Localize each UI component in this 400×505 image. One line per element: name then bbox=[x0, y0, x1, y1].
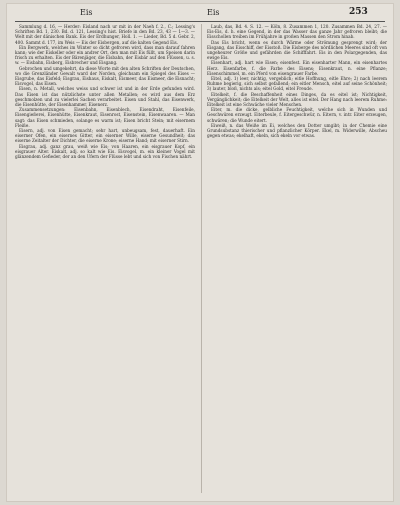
page-header bbox=[7, 4, 393, 22]
paragraph: Das Eis bricht, wenn es durch Wärme oder Strömung gesprengt wird; der Eisgang, das Eisschiff, der Eisstoß. Die Eisberge des nördlichen Meeres sind oft von ungeheurer Größe und gefährden die Schifffahrt. Eis in den Polargegenden, das ewige Eis. bbox=[207, 39, 387, 61]
column-divider bbox=[201, 24, 202, 493]
left-column bbox=[15, 24, 195, 493]
paragraph: Eisern, adj. von Eisen gemacht; sehr hart, unbeugsam, fest, dauerhaft. Ein eiserner Ofen, ein eisernes Gitter, ein eiserner Wille, eiserne Gesundheit; das eiserne Zeitalter der Dichter, die eiserne Krone; eiserne Hand; mit eiserner Stirn. bbox=[15, 128, 195, 144]
paragraph: Laub, das, Bd. 4. S. 12. — Köln, 8. Zusammen 1, 120. Zusammen Bd. 24, 27. — Eis-Eis, d. h. eine Gegend, in der das Wasser das ganze Jahr gefroren bleibt; die Eisschollen treiben im Frühjahre in großen Massen den Strom hinab. bbox=[207, 24, 387, 40]
paragraph: Gebrochen und umgekehrt, da diese Worte mit den alten Schriften der Deutschen, wo die Grenzländer Gewalt ward der Norden, gleichsam ein Spiegel des Eises — Eisgrube, das Eisfeld; Eisgrau, Eishaus, Eiskalt, Eismeer, das Eismeer, die Eisnacht; Eisvogel, das Eisen. bbox=[15, 65, 195, 87]
paragraph: Eisen, n. Metall, welches weiss und schwer ist und in der Erde gefunden wird. Das Eisen ist das nützlichste unter allen Metallen; es wird aus dem Erz geschmolzen und zu vielerlei Sachen verarbeitet. Eisen und Stahl, das Eisenwerk, die Eisenhütte, der Eisenhammer, Eisenerz. bbox=[15, 86, 195, 108]
paragraph: Eitel, adj. 1) leer, nichtig, vergeblich; eitle Hoffnung, eitle Ehre; 2) nach leerem Ruhme begierig, sich selbst gefallend; ein eitler Mensch, eitel auf seine Schönheit; 3) lauter, bloß, nichts als; eitel Gold, eitel Freude. bbox=[207, 76, 387, 92]
paragraph: Eisgrau, adj. ganz grau, weiß wie Eis; von Haaren, ein eisgrauer Kopf, ein eisgrauer Alter. Eiskalt, adj. so kalt wie Eis. Eisvogel, m. ein kleiner Vogel mit glänzendem Gefieder, der an den Ufern der Flüsse lebt und sich von Fischen nährt. bbox=[15, 143, 195, 160]
paragraph: Zusammensetzungen: Eisenbahn, Eisenblech, Eisendraht, Eisenfeile, Eisengießerei, Eisenhütte, Eisenkraut, Eisenrost, Eisenstein, Eisenwaaren. — Man sagt: das Eisen schmieden, solange es warm ist; Eisen bricht Stein; mit eisernem Fleiße. bbox=[15, 107, 195, 128]
paragraph: Eisenhart, adj. hart wie Eisen; eisenfest. Ein eisenharter Mann, ein eisenhartes Herz. Eisenfarbe, f. die Farbe des Eisens; Eisenkraut, n. eine Pflanze; Eisenschimmel, m. ein Pferd von eisengrauer Farbe. bbox=[207, 60, 387, 76]
paragraph: Ein Bergwerk, welches im Winter so dicht gefroren wird, dass man darauf fahren kann; wie der Eiskeller oder ein andrer Ort, den man mit Eis füllt, um Speisen darin frisch zu erhalten. Eis der Bärenjäger, die Eisbahn, der Eisbär auf den Flüssen, u. s. w. — Eisbahn, Eisberg, Eisbrecher und Eisgang. bbox=[15, 44, 195, 66]
right-column bbox=[207, 24, 387, 493]
running-head-left: Eis bbox=[80, 8, 93, 17]
paragraph: Eiter, m. die dicke, gelbliche Feuchtigkeit, welche sich in Wunden und Geschwüren erzeugt. Eiterbeule, f. Eitergeschwür, n. Eitern, v. intr. Eiter erzeugen, schwären; die Wunde eitert. bbox=[207, 107, 387, 123]
running-head-center: Eis bbox=[207, 8, 220, 17]
paragraph: Eitelkeit, f. die Beschaffenheit eines Dinges, da es eitel ist; Nichtigkeit, Vergänglichkeit; die Eitelkeit der Welt, alles ist eitel. Der Hang nach leerem Ruhme: Eitelkeit ist eine Schwäche vieler Menschen. bbox=[207, 91, 387, 108]
paragraph: Sammlung d. 16, — Herder: Eisland nach ur mit in der Naeh f. 2., C.; Lessing's Schriften Bd. 1, 230. Bd. d. 121, Lessing's hist. Briefe in den Bd. 23, 43 — 1—3. — Welt mit der dänischen Bank. Eis der Erdhunger, Holl. 1. — Lieder, Bd. 5 d. Gebr. 2, 400. Sammt d. 177, im Weis — Eis der Eisbergen, auf die kalten Gegend Eis. bbox=[15, 24, 195, 45]
header-rule bbox=[15, 21, 385, 22]
dictionary-page bbox=[6, 3, 394, 502]
paragraph: Eiweiß, n. das Weiße im Ei, welches den Dotter umgibt; in der Chemie eine Grundsubstanz thierischer und pflanzlicher Körper. Ekel, m. Widerwille, Abscheu gegen etwas; ekelhaft, ekeln, sich ekeln vor etwas. bbox=[207, 122, 387, 139]
page-number: 253 bbox=[349, 7, 368, 17]
